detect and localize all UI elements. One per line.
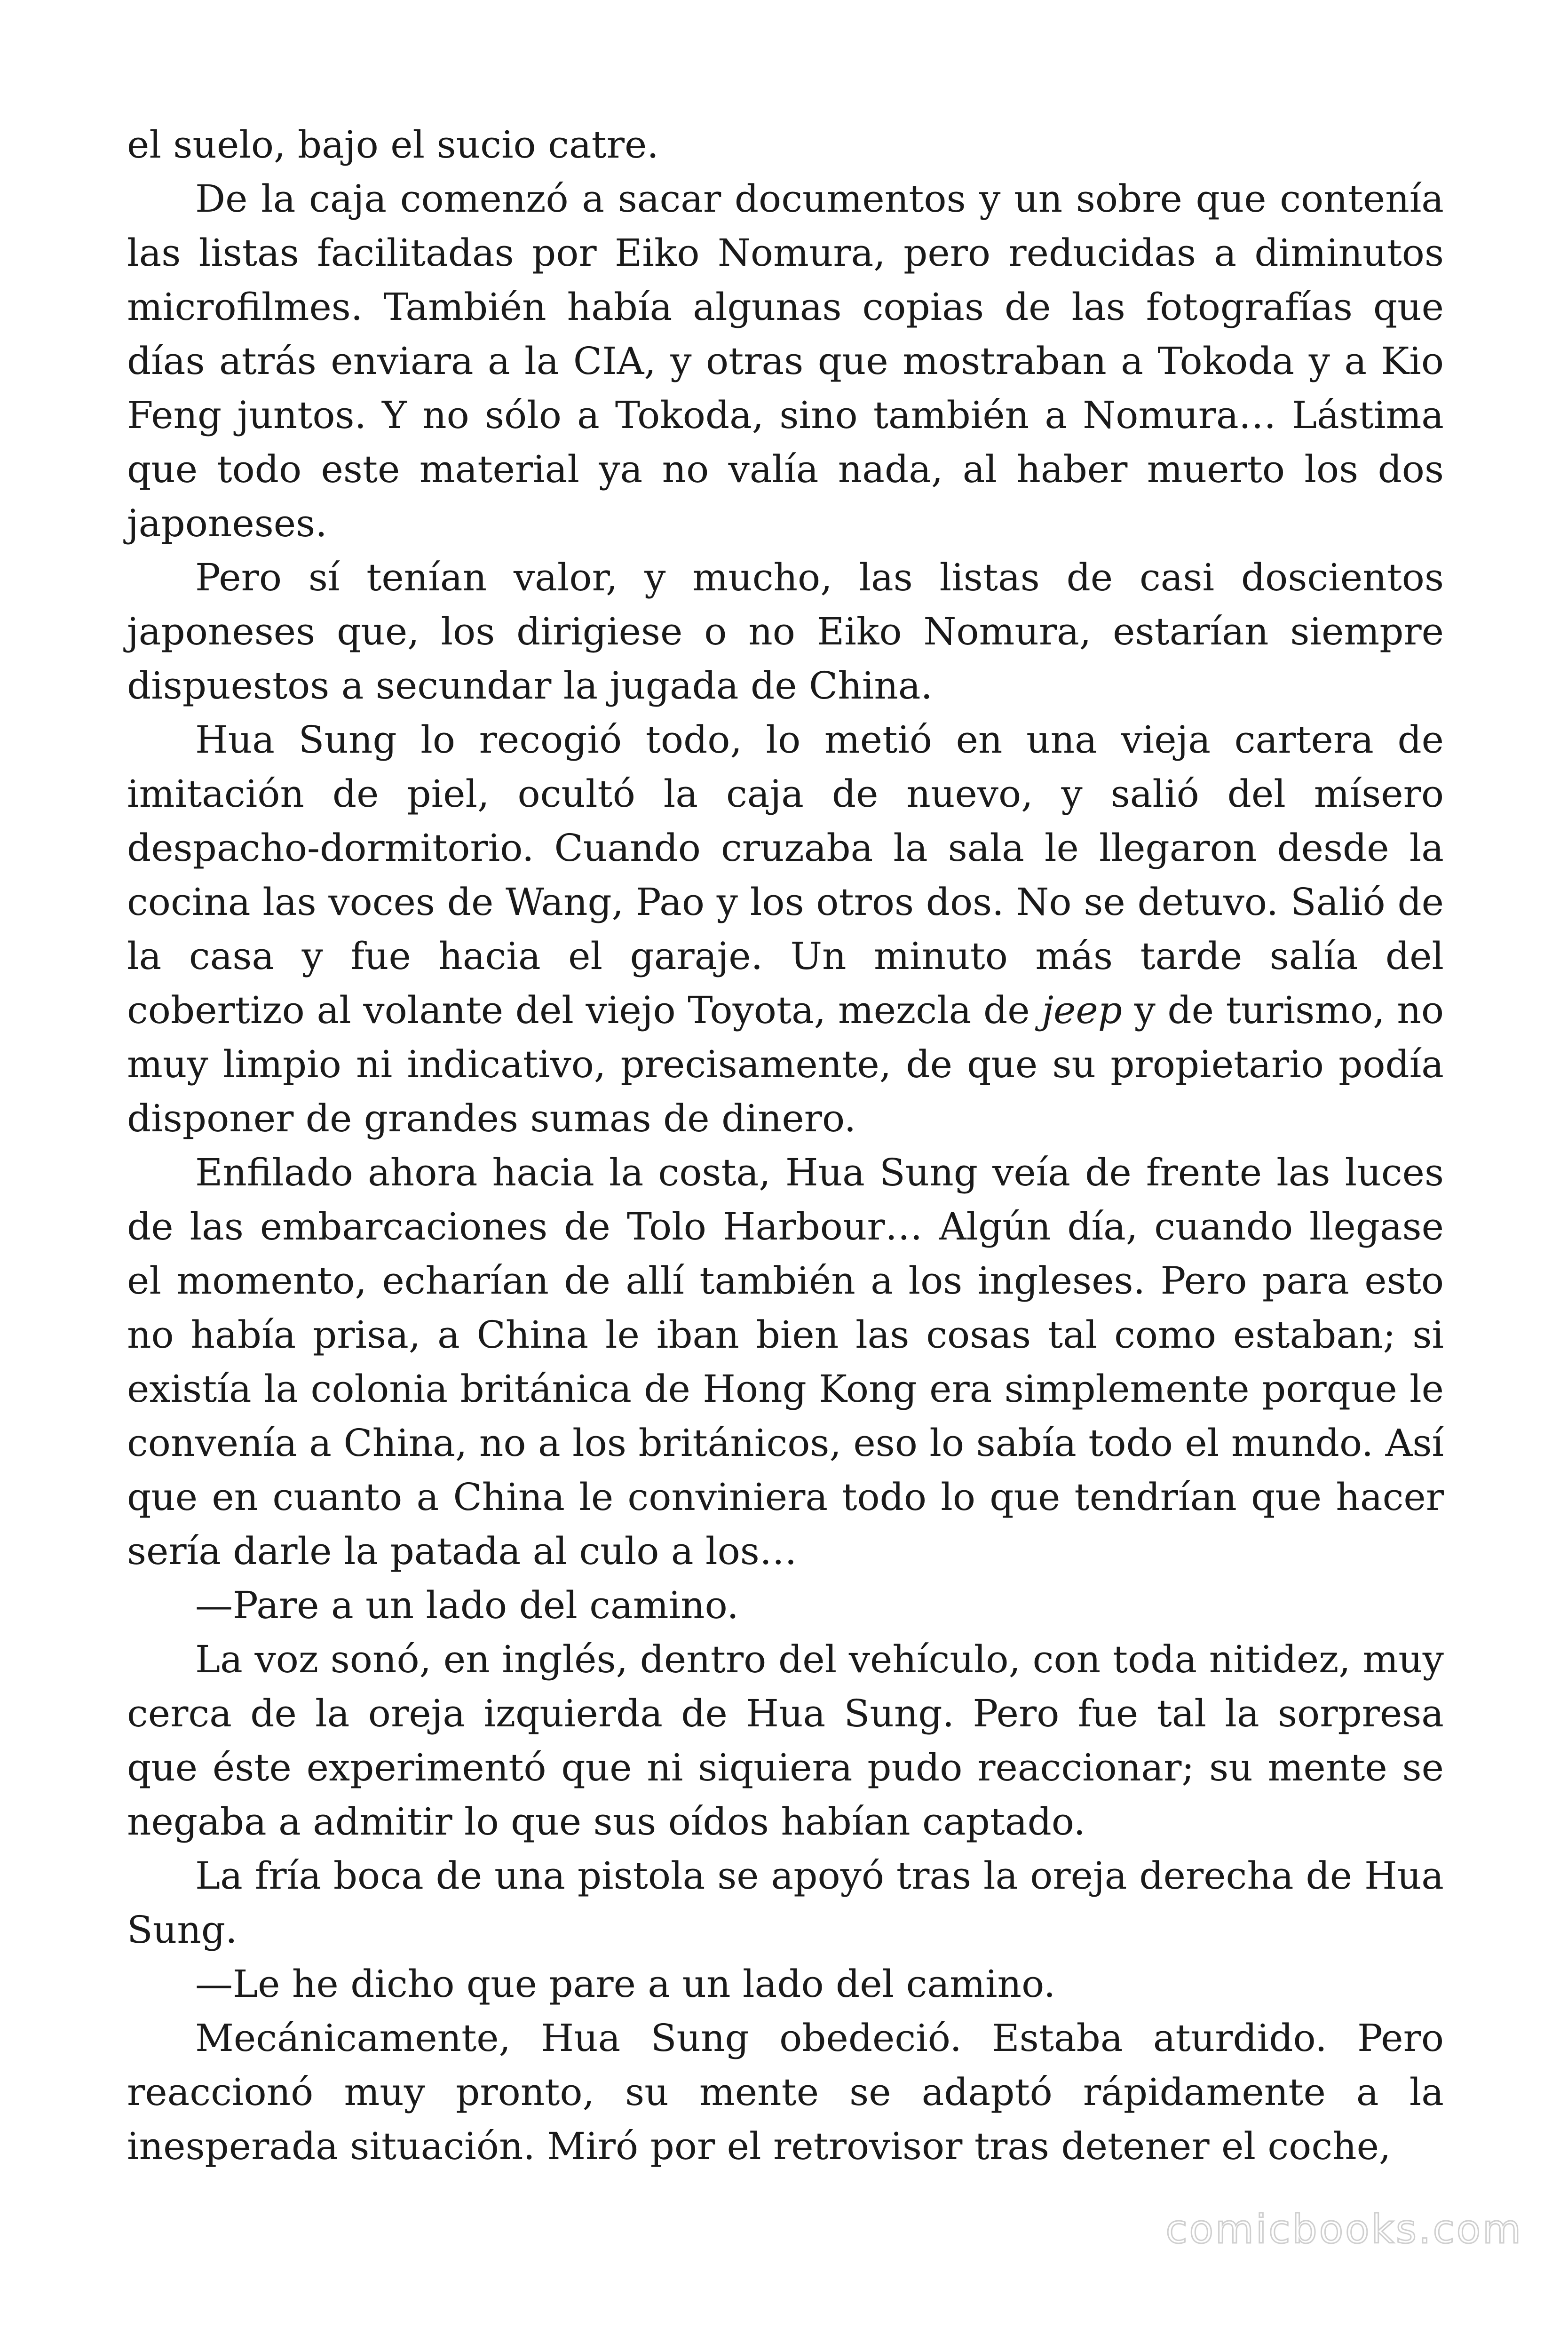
paragraph-1: el suelo, bajo el sucio catre.	[127, 123, 659, 167]
paragraph-7: La voz sonó, en inglés, dentro del vehículo, con toda nitidez, muy cerca de la oreja izquierda de Hua Sung. Pero fue tal la sorpresa que éste experimentó que ni siquiera pudo reaccionar; su mente se negaba a admitir lo que sus oídos habían captado.	[127, 1637, 1444, 1843]
paragraph-9-dialogue: —Le he dicho que pare a un lado del camino.	[195, 1962, 1056, 2006]
paragraph-4-text-before: Hua Sung lo recogió todo, lo metió en una vieja cartera de imitación de piel, ocultó la caja de nuevo, y salió del mísero despacho-dormitorio. Cuando cruzaba la sala le llegaron desde la cocina las voces de Wang, Pao y los otros dos. No se detuvo. Salió de la casa y fue hacia el garaje. Un minuto más tarde salía del cobertizo al volante del viejo Toyota, mezcla de	[127, 718, 1444, 1032]
paragraph-6-dialogue: —Pare a un lado del camino.	[195, 1583, 739, 1627]
paragraph-8: La fría boca de una pistola se apoyó tras la oreja derecha de Hua Sung.	[127, 1854, 1444, 1952]
paragraph-10: Mecánicamente, Hua Sung obedeció. Estaba aturdido. Pero reaccionó muy pronto, su mente se adaptó rápidamente a la inesperada situación. Miró por el retrovisor tras detener el coche,	[127, 2016, 1444, 2168]
paragraph-2: De la caja comenzó a sacar documentos y un sobre que contenía las listas facilitadas por Eiko Nomura, pero reducidas a diminutos microfilmes. También había algunas copias de las fotografías que días atrás enviara a la CIA, y otras que mostraban a Tokoda y a Kio Feng juntos. Y no sólo a Tokoda, sino también a Nomura… Lástima que todo este material ya no valía nada, al haber muerto los dos japoneses.	[127, 177, 1444, 545]
paragraph-3: Pero sí tenían valor, y mucho, las listas de casi doscientos japoneses que, los dirigiese o no Eiko Nomura, estarían siempre dispuestos a secundar la jugada de China.	[127, 556, 1444, 707]
paragraph-4-italic-word: jeep	[1042, 988, 1122, 1032]
paragraph-4	[127, 713, 1444, 1145]
paragraph-5: Enfilado ahora hacia la costa, Hua Sung veía de frente las luces de las embarcaciones de Tolo Harbour… Algún día, cuando llegase el momento, echarían de allí también a los ingleses. Pero para esto no había prisa, a China le iban bien las cosas tal como estaban; si existía la colonia británica de Hong Kong era simplemente porque le convenía a China, no a los británicos, eso lo sabía todo el mundo. Así que en cuanto a China le conviniera todo lo que tendrían que hacer sería darle la patada al culo a los…	[127, 1151, 1444, 1573]
paragraph-4-text-after: y de turismo, no muy limpio ni indicativo, precisamente, de que su propietario podía disponer de grandes sumas de dinero.	[127, 988, 1444, 1140]
watermark: comicbooks.com	[1165, 2206, 1523, 2252]
page-body	[127, 118, 1444, 2173]
